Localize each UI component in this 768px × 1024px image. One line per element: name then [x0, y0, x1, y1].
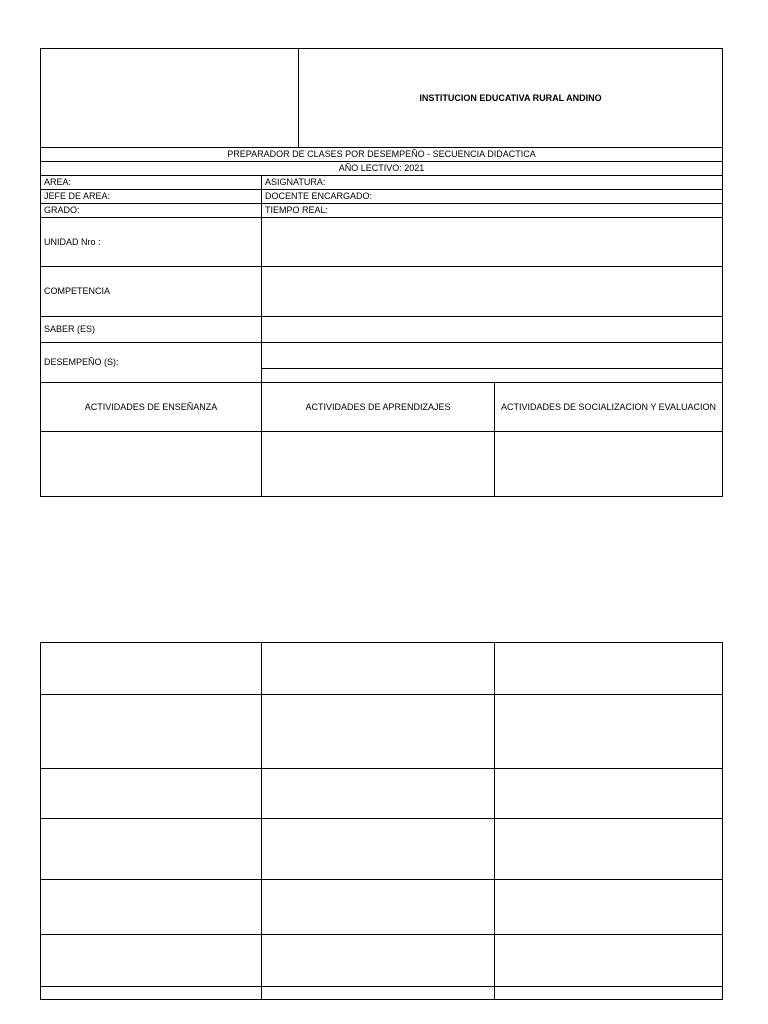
logo-cell [41, 49, 299, 148]
grid-cell [41, 880, 262, 935]
school-name: INSTITUCION EDUCATIVA RURAL ANDINO [299, 49, 723, 148]
grid-cell [41, 987, 262, 1000]
docente-encargado-label: DOCENTE ENCARGADO: [262, 190, 723, 204]
table-row [41, 935, 723, 987]
grid-cell [495, 819, 723, 880]
activity-cell [495, 432, 723, 497]
grid-cell [262, 880, 495, 935]
grid-cell [262, 935, 495, 987]
form-title: PREPARADOR DE CLASES POR DESEMPEÑO - SECUENCIA DIDACTICA [41, 148, 723, 162]
grid-cell [262, 987, 495, 1000]
table-row [41, 769, 723, 819]
asignatura-label: ASIGNATURA: [262, 176, 723, 190]
school-year: AÑO LECTIVO: 2021 [41, 162, 723, 176]
activity-cell [41, 432, 262, 497]
grid-cell [495, 987, 723, 1000]
table-row [41, 987, 723, 1000]
grid-cell [262, 769, 495, 819]
table-row [41, 643, 723, 695]
grid-cell [495, 769, 723, 819]
grid-cell [495, 935, 723, 987]
activities-continuation-grid [40, 642, 723, 1000]
unidad-value-cell [262, 218, 723, 267]
table-row [41, 695, 723, 769]
grid-cell [41, 769, 262, 819]
competencia-value-cell [262, 267, 723, 317]
grid-cell [41, 643, 262, 695]
grid-cell [41, 819, 262, 880]
grid-cell [495, 695, 723, 769]
grid-cell [262, 819, 495, 880]
table-row [41, 880, 723, 935]
activity-cell [262, 432, 495, 497]
grid-cell [41, 695, 262, 769]
desempeno-value-cell-1 [262, 343, 723, 369]
competencia-label: COMPETENCIA [41, 267, 262, 317]
grado-label: GRADO: [41, 204, 262, 218]
tiempo-real-label: TIEMPO REAL: [262, 204, 723, 218]
lesson-plan-form [40, 48, 723, 497]
grid-cell [262, 643, 495, 695]
activities-header-ensenanza: ACTIVIDADES DE ENSEÑANZA [41, 383, 262, 432]
grid-cell [495, 880, 723, 935]
grid-cell [495, 643, 723, 695]
desempeno-label: DESEMPEÑO (S): [41, 343, 262, 383]
saber-value-cell [262, 317, 723, 343]
table-row [41, 819, 723, 880]
area-label: AREA: [41, 176, 262, 190]
grid-cell [262, 695, 495, 769]
unidad-label: UNIDAD Nro : [41, 218, 262, 267]
grid-cell [41, 935, 262, 987]
jefe-de-area-label: JEFE DE AREA: [41, 190, 262, 204]
saber-label: SABER (ES) [41, 317, 262, 343]
desempeno-value-cell-2 [262, 369, 723, 383]
activities-header-socializacion: ACTIVIDADES DE SOCIALIZACION Y EVALUACION [495, 383, 723, 432]
activities-header-aprendizajes: ACTIVIDADES DE APRENDIZAJES [262, 383, 495, 432]
